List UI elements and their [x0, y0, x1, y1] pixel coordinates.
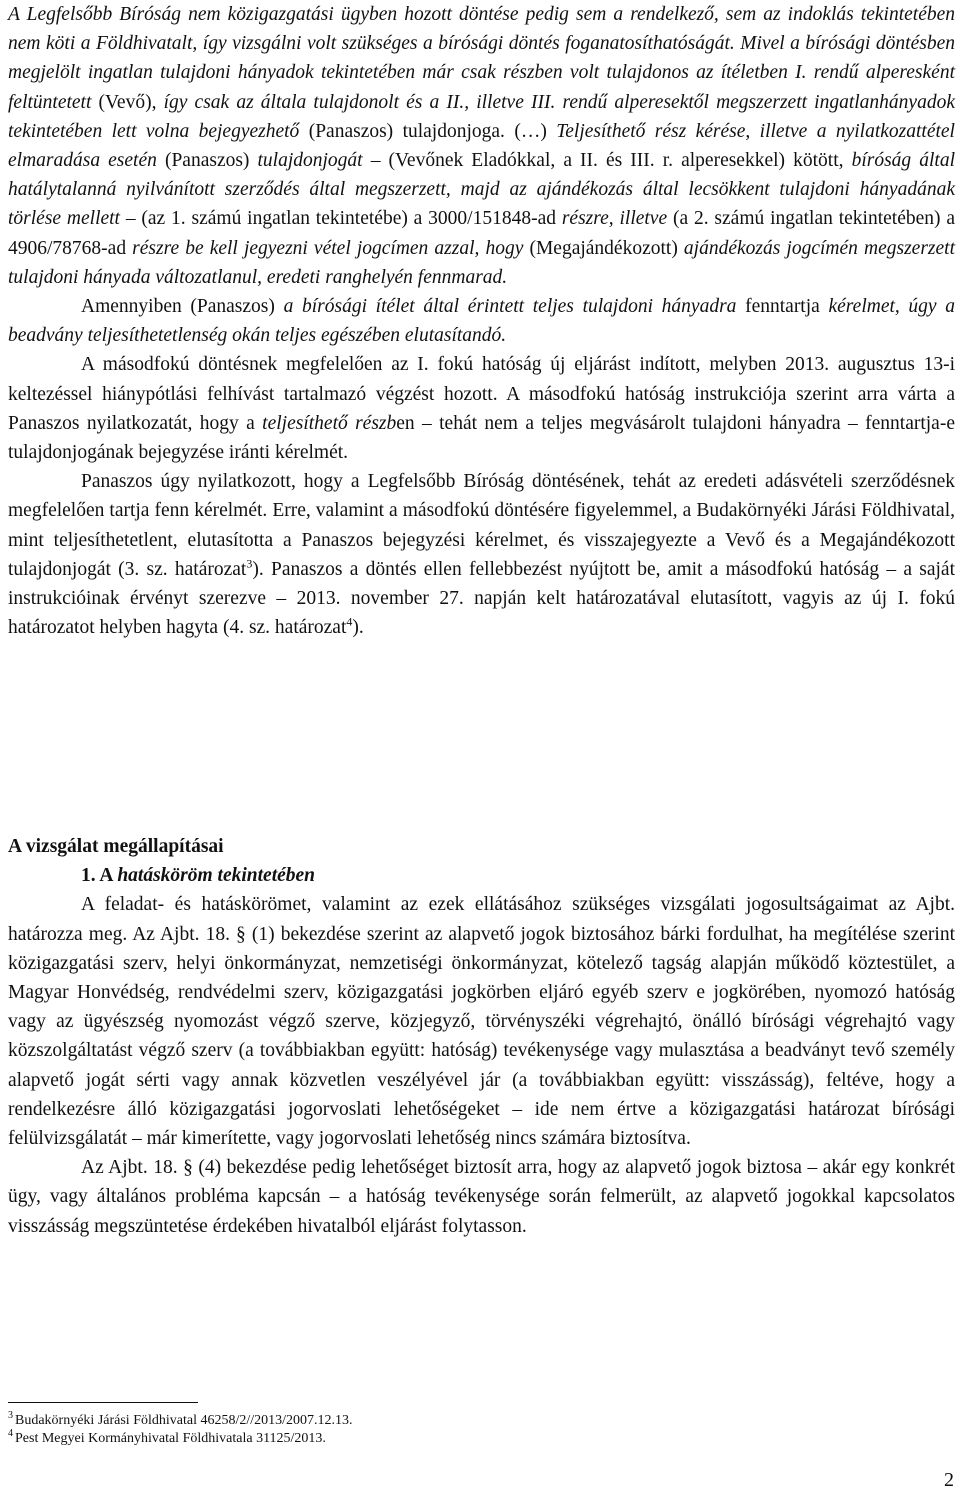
paragraph: [8, 350, 955, 467]
text-run: Amennyiben (Panaszos): [81, 296, 284, 318]
paragraph: [8, 292, 955, 350]
italic-text: A Legfelsőbb Bíróság nem közigazgatási ügyben hozott döntése pedig sem a rendelkező, sem az indoklás tekintetében nem köti a Földhivatalt, így vizsgálni volt szükséges a bírósági döntés foganatosíthatóságát. Mivel a bírósági döntésben megjelölt ingatlan tulajdoni hányadok tekintetében már csak részben volt tulajdonos az ítéletben I. rendű alperesként feltüntetett: [8, 4, 955, 113]
text-run: A másodfokú döntésnek megfelelően az I. fokú hatóság új eljárást indított, melyben 2013. augusztus 13-i keltezéssel hiánypótlási felhívást tartalmazó végzést hozott. A másodfokú hatóság instrukciója szerint arra várta a Panaszos nyilatkozatát, hogy a: [8, 354, 955, 434]
subsection-title: [8, 861, 955, 890]
findings-section: [8, 832, 955, 1241]
italic-text: kérelmet, úgy a beadvány teljesíthetetlenség okán teljes egészében elutasítandó.: [8, 296, 956, 347]
paragraph: [8, 467, 955, 642]
italic-text: ajándékozás jogcímén megszerzett tulajdoni hányada változatlanul, eredeti ranghelyén fennmarad.: [8, 237, 955, 288]
paragraph: [8, 1153, 955, 1241]
text-run: (Vevő),: [98, 91, 164, 113]
page-number: 2: [944, 1469, 954, 1491]
footnote-reference: 3: [246, 556, 253, 571]
subsection-emphasis: hatásköröm tekintetében: [117, 865, 316, 887]
footnote: [8, 1430, 955, 1448]
text-run: Az Ajbt. 18. § (4) bekezdése pedig lehetőséget biztosít arra, hogy az alapvető jogok biztosa – akár egy konkrét ügy, vagy általános probléma kapcsán – a hatóság tevékenysége során felmerült, az alapvető jogokkal kapcsolatos visszásság megszüntetése érdekében hivatalból eljárást folytasson.: [8, 1157, 955, 1237]
text-run: ).: [352, 617, 364, 639]
italic-text: tulajdonjogát: [257, 150, 371, 172]
section-title: A vizsgálat megállapításai: [8, 836, 224, 857]
italic-text: bíróság által hatálytalanná nyilvánított szerződés által megszerzett, majd az ajándékozás által lecsökkent tulajdoni hányadának törlése mellett: [8, 150, 955, 230]
paragraph: [8, 0, 955, 292]
footnote-number: 3: [8, 1410, 13, 1422]
footnote: [8, 1412, 955, 1430]
footnote-number: 4: [8, 1428, 13, 1440]
text-run: Panaszos úgy nyilatkozott, hogy a Legfelsőbb Bíróság döntésének, tehát az eredeti adásvételi szerződésnek megfelelően tartja fenn kérelmét. Erre, valamint a másodfokú döntésére figyelemmel, a Budakörnyéki Járási Földhivatal, mint teljesíthetetlent, elutasította a Panaszos bejegyzési kérelmet, és visszajegyezte a Vevő és a Megajándékozott tulajdonjogát (3. sz. határozat: [8, 471, 955, 580]
footnote-text: Budakörnyéki Járási Földhivatal 46258/2//2013/2007.12.13.: [15, 1413, 353, 1428]
text-run: – (Vevőnek Eladókkal, a II. és III. r. alperesekkel) kötött,: [370, 150, 852, 172]
text-run: (Panaszos) tulajdonjoga. (…): [308, 120, 557, 142]
text-run: en – tehát nem a teljes megvásárolt tulajdoni hányadra – fenntartja-e tulajdonjogának bejegyzése iránti kérelmét.: [8, 412, 955, 464]
footnote-divider: [8, 1402, 198, 1403]
text-run: A feladat- és hatáskörömet, valamint az ezek ellátásához szükséges vizsgálati jogosultságaimat az Ajbt. határozza meg. Az Ajbt. 18. § (1) bekezdése szerint az alapvető jogok biztosához bárki fordulhat, ha megítélése szerint közigazgatási szerv, helyi önkormányzat, nemzetiségi önkormányzat, kötelező tagság alapján működő köztestület, a Magyar Honvédség, rendvédelmi szerv, közigazgatási jogkörben eljáró egyéb szerv e jogkörében, nyomozó hatóság vagy az ügyészség nyomozást végző szerve, közjegyző, törvényszéki végrehajtó, önálló bírósági végrehajtó vagy közszolgáltatást végző szerv (a továbbiakban együtt: hatóság) tevékenysége vagy mulasztása a beadványt tevő személy alapvető jogát sérti vagy annak közvetlen veszélyével jár (a továbbiakban együtt: visszásság), feltéve, hogy a rendelkezésre álló közigazgatási jogorvoslati lehetőségeket – ide nem értve a közigazgatási határozat bírósági felülvizsgálatát – már kimerítette, vagy jogorvoslati lehetőség nincs számára biztosítva.: [8, 894, 955, 1150]
italic-text: teljesíthető részb: [262, 412, 397, 434]
italic-text: részre be kell jegyezni vétel jogcímen azzal, hogy: [132, 237, 530, 259]
footnote-reference: 4: [346, 614, 353, 629]
italic-text: a bírósági ítélet által érintett teljes tulajdoni hányadra: [283, 296, 746, 318]
subsection-prefix: 1. A: [81, 865, 118, 887]
text-run: (a 2. számú ingatlan tekintetében) a 4906/78768-ad: [8, 208, 955, 259]
text-run: – (az 1. számú ingatlan tekintetébe) a 3000/151848-ad: [125, 208, 562, 230]
footnotes: [8, 1412, 955, 1448]
italic-text: Teljesíthető rész kérése, illetve a nyilatkozattétel elmaradása esetén: [8, 120, 955, 172]
text-run: (Panaszos): [164, 150, 258, 172]
text-run: ). Panaszos a döntés ellen fellebbezést nyújtott be, amit a másodfokú hatóság – a saját instrukcióinak érvényt szerezve – 2013. november 27. napján kelt határozatával elutasított, vagyis az új I. fokú határozatot helyben hagyta (4. sz. határozat: [8, 558, 955, 639]
italic-text: így csak az általa tulajdonolt és a II., illetve III. rendű alperesektől megszerzett ingatlanhányadok tekintetében lett volna bejegyezhető: [8, 91, 955, 142]
italic-text: részre, illetve: [561, 208, 673, 230]
text-run: fenntartja: [745, 296, 829, 318]
intro-paragraphs: [8, 0, 955, 642]
text-run: (Megajándékozott): [529, 237, 684, 259]
paragraph: [8, 890, 955, 1153]
footnote-text: Pest Megyei Kormányhivatal Földhivatala 31125/2013.: [15, 1431, 326, 1446]
